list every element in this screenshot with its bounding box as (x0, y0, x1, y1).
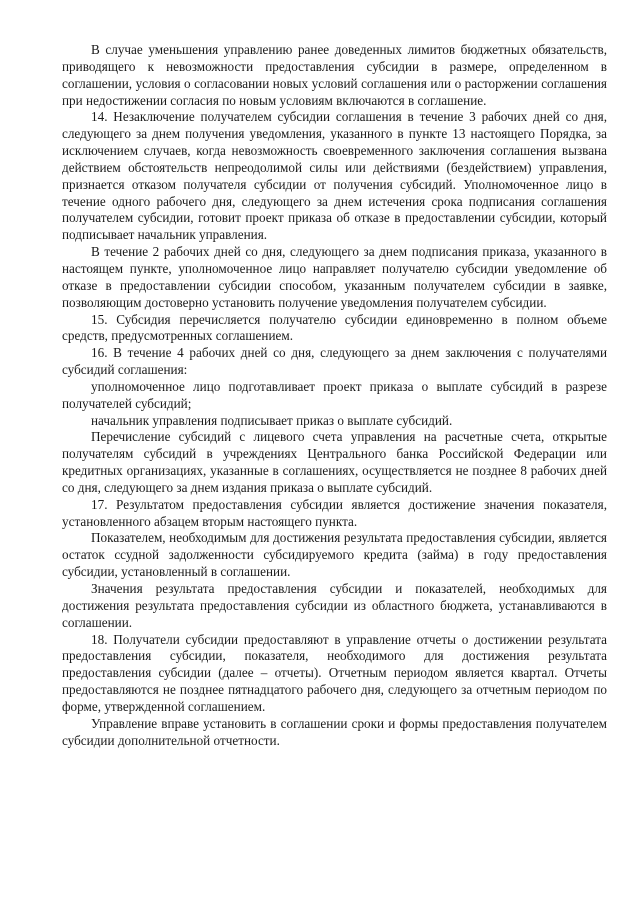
paragraph-clause-18: 18. Получатели субсидии предоставляют в управление отчеты о достижении результата предоставления субсидии, показателя, необходимого для достижения результата предоставления субсидии (далее – отчеты). Отчетным периодом является квартал. Отчеты предоставляются не позднее пятнадцатого рабочего дня, следующего за отчетным периодом по форме, утвержденной соглашением. (62, 631, 607, 714)
paragraph-draft-order: уполномоченное лицо подготавливает проект приказа о выплате субсидий в разрезе получателей субсидий; (62, 378, 607, 411)
document-page (62, 42, 607, 749)
paragraph-indicator: Показателем, необходимым для достижения результата предоставления субсидии, является остаток ссудной задолженности субсидируемого кредита (займа) в году предоставления субсидии, установленный в соглашении. (62, 530, 607, 580)
paragraph-clause-17: 17. Результатом предоставления субсидии является достижение значения показателя, установленного абзацем вторым настоящего пункта. (62, 496, 607, 529)
paragraph-sign-order: начальник управления подписывает приказ о выплате субсидий. (91, 412, 453, 428)
paragraph-additional-reporting: Управление вправе установить в соглашении сроки и формы предоставления получателем субсидии дополнительной отчетности. (62, 715, 607, 748)
paragraph-limits-reduction: В случае уменьшения управлению ранее доведенных лимитов бюджетных обязательств, приводящего к невозможности предоставления субсидии в размере, определенном в соглашении, условия о согласовании новых условий соглашения или о расторжении соглашения при недостижении согласия по новым условиям включаются в соглашение. (62, 42, 607, 108)
paragraph-refusal-notice: В течение 2 рабочих дней со дня, следующего за днем подписания приказа, указанного в настоящем пункте, уполномоченное лицо направляет получателю субсидии уведомление об отказе в предоставлении субсидии способом, указанным получателем субсидии в заявке, позволяющим достоверно установить получение уведомления получателем субсидии. (62, 244, 607, 310)
paragraph-clause-16: 16. В течение 4 рабочих дней со дня, следующего за днем заключения с получателями субсидий соглашения: (62, 345, 607, 378)
paragraph-clause-14: 14. Незаключение получателем субсидии соглашения в течение 3 рабочих дней со дня, следующего за днем получения уведомления, указанного в пункте 13 настоящего Порядка, за исключением случаев, когда невозможность своевременного заключения соглашения вызвана действием обстоятельств непреодолимой силы или действиями (бездействием) управления, признается отказом получателя субсидии от получения субсидий. Уполномоченное лицо в течение одного рабочего дня, следующего за днем истечения срока подписания соглашения получателем субсидии, готовит проект приказа об отказе в предоставлении субсидии, который подписывает начальник управления. (62, 109, 607, 243)
paragraph-values: Значения результата предоставления субсидии и показателей, необходимых для достижения результата предоставления субсидии из областного бюджета, устанавливаются в соглашении. (62, 581, 607, 630)
paragraph-clause-15: 15. Субсидия перечисляется получателю субсидии единовременно в полном объеме средств, предусмотренных соглашением. (62, 311, 607, 344)
paragraph-transfer: Перечисление субсидий с лицевого счета управления на расчетные счета, открытые получателям субсидий в учреждениях Центрального банка Российской Федерации или кредитных организациях, указанные в соглашениях, осуществляется не позднее 8 рабочих дней со дня, следующего за днем издания приказа о выплате субсидий. (62, 429, 607, 495)
